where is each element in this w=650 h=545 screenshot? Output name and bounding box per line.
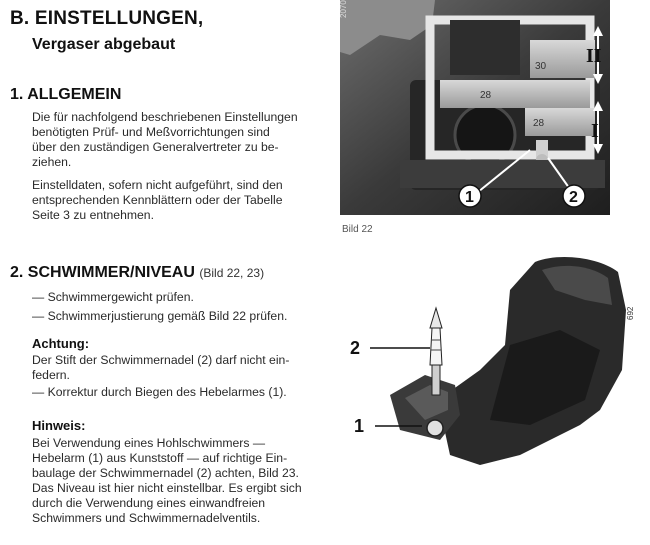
drawing-side-code: 692	[626, 306, 635, 320]
allgemein-paragraph-1	[32, 110, 317, 170]
text-line: benötigten Prüf- und Meßvorrichtungen sind	[32, 125, 270, 139]
hinweis-text	[32, 436, 317, 526]
dimension-label-lower: I	[591, 120, 599, 142]
heading-schwimmer	[10, 264, 264, 282]
block-label-mid: 28	[480, 90, 492, 101]
text-line: ziehen.	[32, 155, 72, 169]
text-line: Hebelarm (1) aus Kunststoff — auf richtige Ein-	[32, 451, 288, 465]
block-label-low: 28	[533, 118, 545, 129]
text-line: Bei Verwendung eines Hohlschwimmers —	[32, 436, 266, 450]
text-line: Einstelldaten, sofern nicht aufgeführt, sind den	[32, 178, 283, 192]
drawing-label-2: 2	[350, 338, 361, 358]
achtung-text	[32, 353, 317, 383]
figure-22-caption: Bild 22	[342, 224, 373, 235]
achtung-label: Achtung:	[32, 336, 90, 351]
korrektur-text: — Korrektur durch Biegen des Hebelarmes (1).	[32, 385, 287, 399]
text-line: Die für nachfolgend beschriebenen Einstellungen	[32, 110, 298, 124]
figure-23-drawing	[330, 250, 645, 480]
text-line: durch die Verwendung eines einwandfreien	[32, 496, 266, 510]
list-item: — Schwimmerjustierung gemäß Bild 22 prüfen.	[32, 309, 288, 323]
text-line: Schwimmers und Schwimmernadelventils.	[32, 511, 261, 525]
text-line: Das Niveau ist hier nicht einstellbar. Es ergibt sich	[32, 481, 302, 495]
drawing-label-1: 1	[354, 416, 365, 436]
heading-schwimmer-ref: (Bild 22, 23)	[199, 266, 265, 280]
text-line: federn.	[32, 368, 70, 382]
block-label-top: 30	[535, 61, 547, 72]
callout-1: 1	[465, 189, 474, 206]
schwimmer-checklist	[32, 290, 317, 328]
text-line: baulage der Schwimmernadel (2) achten, Bild 23.	[32, 466, 299, 480]
allgemein-paragraph-2	[32, 178, 317, 223]
callout-2: 2	[569, 189, 578, 206]
text-line: über den zuständigen Generalvertreter zu be-	[32, 140, 279, 154]
section-title: B. EINSTELLUNGEN,	[10, 8, 204, 29]
photo-side-code: 2070	[339, 0, 348, 18]
text-line: entsprechenden Kennblättern oder der Tabelle	[32, 193, 283, 207]
dimension-label-upper: II	[586, 45, 602, 67]
list-item: — Schwimmergewicht prüfen.	[32, 290, 194, 304]
heading-allgemein: 1. ALLGEMEIN	[10, 86, 122, 103]
section-subtitle: Vergaser abgebaut	[32, 36, 176, 53]
figure-22-photo	[340, 0, 640, 215]
text-line: Seite 3 zu entnehmen.	[32, 208, 154, 222]
text-line: Der Stift der Schwimmernadel (2) darf nicht ein-	[32, 353, 290, 367]
hinweis-label: Hinweis:	[32, 418, 86, 433]
heading-schwimmer-label: 2. SCHWIMMER/NIVEAU	[10, 264, 195, 281]
